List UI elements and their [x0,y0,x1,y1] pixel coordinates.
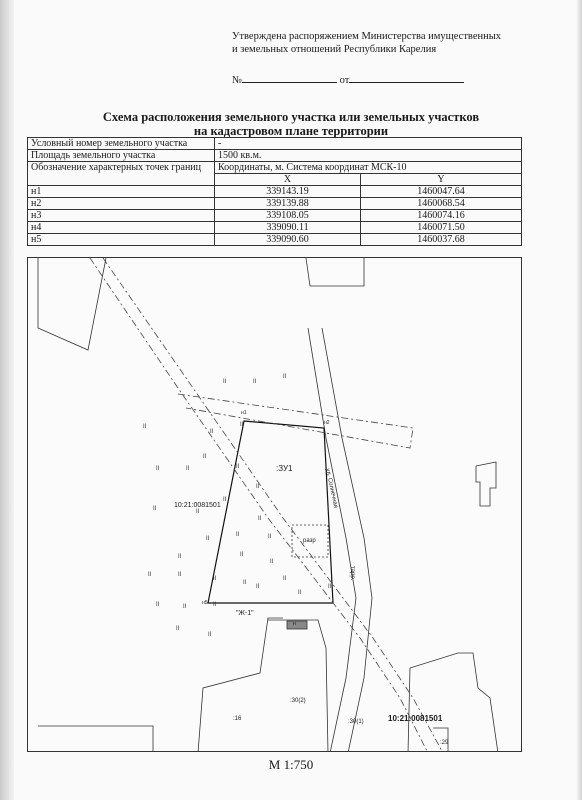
point-y: 1460074.16 [361,210,522,222]
point-x: 339139.88 [215,198,361,210]
grass-symbol: II [256,584,260,590]
grass-symbol: II [213,602,217,608]
grass-symbol: II [156,466,160,472]
point-y: 1460068.54 [361,198,522,210]
table-row [28,186,522,198]
approval-line-1: Утверждена распоряжением Министерства имущественных [232,31,502,42]
small-building [287,621,307,629]
point-label-n1: н1 [241,410,247,416]
table-row [28,210,522,222]
grass-symbol: II [183,604,187,610]
point-x: 339108.05 [215,210,361,222]
building-outline [408,653,498,752]
parcel-label-30-2: :30(2) [290,698,306,704]
grass-symbol: II [186,466,190,472]
approval-line-2: и земельных отношений Республики Карелия [232,44,437,55]
grass-symbol: II [268,534,272,540]
area-label: Площадь земельного участка [28,150,215,162]
grass-symbol: II [298,590,302,596]
quarter-label: 10:21:0081501 [174,502,221,509]
map-scale: М 1:750 [268,757,314,772]
document-title: Схема расположения земельного участка или земельных участков [102,110,480,124]
point-name: н4 [28,222,215,234]
point-x: 339090.60 [215,234,361,246]
neighbor-parcel-outline [268,620,328,752]
grass-symbol: II [240,422,244,428]
area-value: 1500 кв.м. [215,150,522,162]
column-x: X [215,174,361,186]
grass-symbol: II [283,374,287,380]
number-blank [242,72,337,83]
grass-symbol: II [223,497,227,503]
grass-symbol: II [253,379,257,385]
building-label: разр [303,538,316,544]
parcel-label: :ЗУ1 [276,464,293,473]
coords-system: Координаты, м. Система координат МСК-10 [215,162,522,174]
grass-symbol: II [156,602,160,608]
grass-symbol: II [206,536,210,542]
grass-symbol: II [148,572,152,578]
coordinates-table [27,137,522,246]
parcel-boundary [208,421,333,603]
map-drawing [28,258,522,752]
point-name: н2 [28,198,215,210]
point-name: н3 [28,210,215,222]
grass-symbol: II [283,576,287,582]
grass-symbol: II [223,379,227,385]
grass-symbol: II [208,632,212,638]
grass-symbol: II [328,584,332,590]
grass-symbol: II [240,552,244,558]
document-subtitle: на кадастровом плане территории [193,124,389,138]
table-row [28,198,522,210]
grass-symbol: II [210,429,214,435]
document-number-line [232,72,464,86]
grass-symbol: II [270,559,274,565]
point-y: 1460037.68 [361,234,522,246]
zone-boundary-line [90,258,428,752]
points-label: Обозначение характерных точек границ [28,162,215,186]
neighbor-parcel-outline [198,618,283,752]
neighbor-parcel-outline [38,258,106,350]
conditional-number-label: Условный номер земельного участка [28,138,215,150]
cadastral-map [27,257,522,752]
parcel-label-29: :29 [440,740,449,746]
street-label: ул. Солнечная [324,468,339,509]
grass-symbol: II [176,626,180,632]
grass-symbol: II [213,576,217,582]
grass-symbol: II [243,580,247,586]
point-y: 1460047.64 [361,186,522,198]
approval-note [232,30,501,56]
grass-symbol: II [236,464,240,470]
point-name: н1 [28,186,215,198]
grass-symbol: II [236,532,240,538]
parcel-label-30-1: :30(1) [348,719,364,725]
grass-symbol: II [196,509,200,515]
parcel-label-16: :16 [233,716,242,722]
quarter-label: 10:21:0081501 [388,714,443,723]
column-y: Y [361,174,522,186]
neighbor-parcel-outline [38,726,153,752]
small-building-label: н [293,621,296,627]
zone-boundary-line [178,394,413,448]
grass-symbol: II [153,506,157,512]
grass-symbols [143,374,332,638]
point-label-n5: н5 [202,600,208,606]
point-x: 339143.19 [215,186,361,198]
grass-symbol: II [143,424,147,430]
conditional-number-value: - [215,138,522,150]
date-prefix: от [339,75,350,86]
building-outline [306,258,364,286]
zone-label: "Ж-1" [236,610,254,617]
point-y: 1460071.50 [361,222,522,234]
grass-symbol: II [203,454,207,460]
table-row [28,222,522,234]
point-name: н5 [28,234,215,246]
grass-symbol: II [258,516,262,522]
road-label: тарр. [349,566,355,581]
point-x: 339090.11 [215,222,361,234]
grass-symbol: II [256,484,260,490]
zone-boundary-line [103,258,443,752]
date-blank [349,72,464,83]
point-label-n2: н2 [324,420,330,426]
building-outline [476,462,496,506]
table-row [28,234,522,246]
number-prefix: № [232,75,243,86]
grass-symbol: II [178,554,182,560]
grass-symbol: II [178,572,182,578]
